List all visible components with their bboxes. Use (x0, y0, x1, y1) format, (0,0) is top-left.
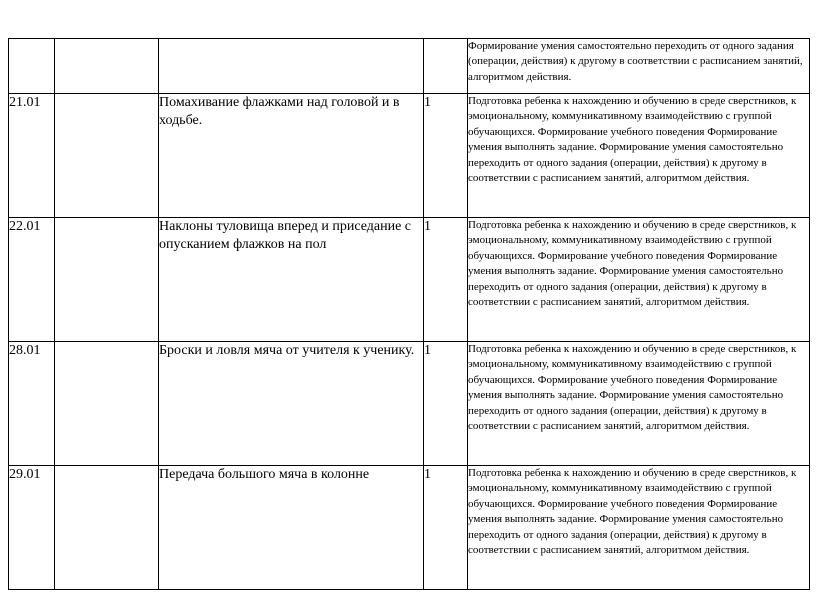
lesson-title: Передача большого мяча в колонне (159, 466, 424, 590)
lesson-title (159, 39, 424, 94)
table-row (9, 94, 810, 218)
lesson-goal: Формирование умения самостоятельно переходить от одного задания (операции, действия) к другому в соответствии с расписанием занятий, алгоритмом действия. (468, 39, 810, 94)
lesson-goal: Подготовка ребенка к нахождению и обучению в среде сверстников, к эмоциональному, коммуникативному взаимодействию с группой обучающихся. Формирование учебного поведения Формирование умения выполнять задание. Формирование умения самостоятельно переходить от одного задания (операции, действия) к другому в соответствии с расписанием занятий, алгоритмом действия. (468, 466, 810, 590)
empty-cell (55, 218, 159, 342)
empty-cell (55, 466, 159, 590)
lesson-goal: Подготовка ребенка к нахождению и обучению в среде сверстников, к эмоциональному, коммуникативному взаимодействию с группой обучающихся. Формирование учебного поведения Формирование умения выполнять задание. Формирование умения самостоятельно переходить от одного задания (операции, действия) к другому в соответствии с расписанием занятий, алгоритмом действия. (468, 342, 810, 466)
table-row (9, 342, 810, 466)
lesson-hours: 1 (424, 342, 468, 466)
table-row (9, 466, 810, 590)
lesson-hours: 1 (424, 466, 468, 590)
lesson-date (9, 39, 55, 94)
empty-cell (55, 342, 159, 466)
lesson-hours: 1 (424, 218, 468, 342)
empty-cell (55, 94, 159, 218)
table-row (9, 39, 810, 94)
table-row (9, 218, 810, 342)
lesson-date: 22.01 (9, 218, 55, 342)
lesson-title: Наклоны туловища вперед и приседание с опусканием флажков на пол (159, 218, 424, 342)
lesson-date: 28.01 (9, 342, 55, 466)
lesson-title: Броски и ловля мяча от учителя к ученику. (159, 342, 424, 466)
lesson-goal: Подготовка ребенка к нахождению и обучению в среде сверстников, к эмоциональному, коммуникативному взаимодействию с группой обучающихся. Формирование учебного поведения Формирование умения выполнять задание. Формирование умения самостоятельно переходить от одного задания (операции, действия) к другому в соответствии с расписанием занятий, алгоритмом действия. (468, 94, 810, 218)
lesson-title: Помахивание флажками над головой и в ходьбе. (159, 94, 424, 218)
lesson-date: 29.01 (9, 466, 55, 590)
lesson-hours (424, 39, 468, 94)
empty-cell (55, 39, 159, 94)
lesson-plan-table (8, 38, 810, 590)
lesson-hours: 1 (424, 94, 468, 218)
lesson-goal: Подготовка ребенка к нахождению и обучению в среде сверстников, к эмоциональному, коммуникативному взаимодействию с группой обучающихся. Формирование учебного поведения Формирование умения выполнять задание. Формирование умения самостоятельно переходить от одного задания (операции, действия) к другому в соответствии с расписанием занятий, алгоритмом действия. (468, 218, 810, 342)
lesson-date: 21.01 (9, 94, 55, 218)
